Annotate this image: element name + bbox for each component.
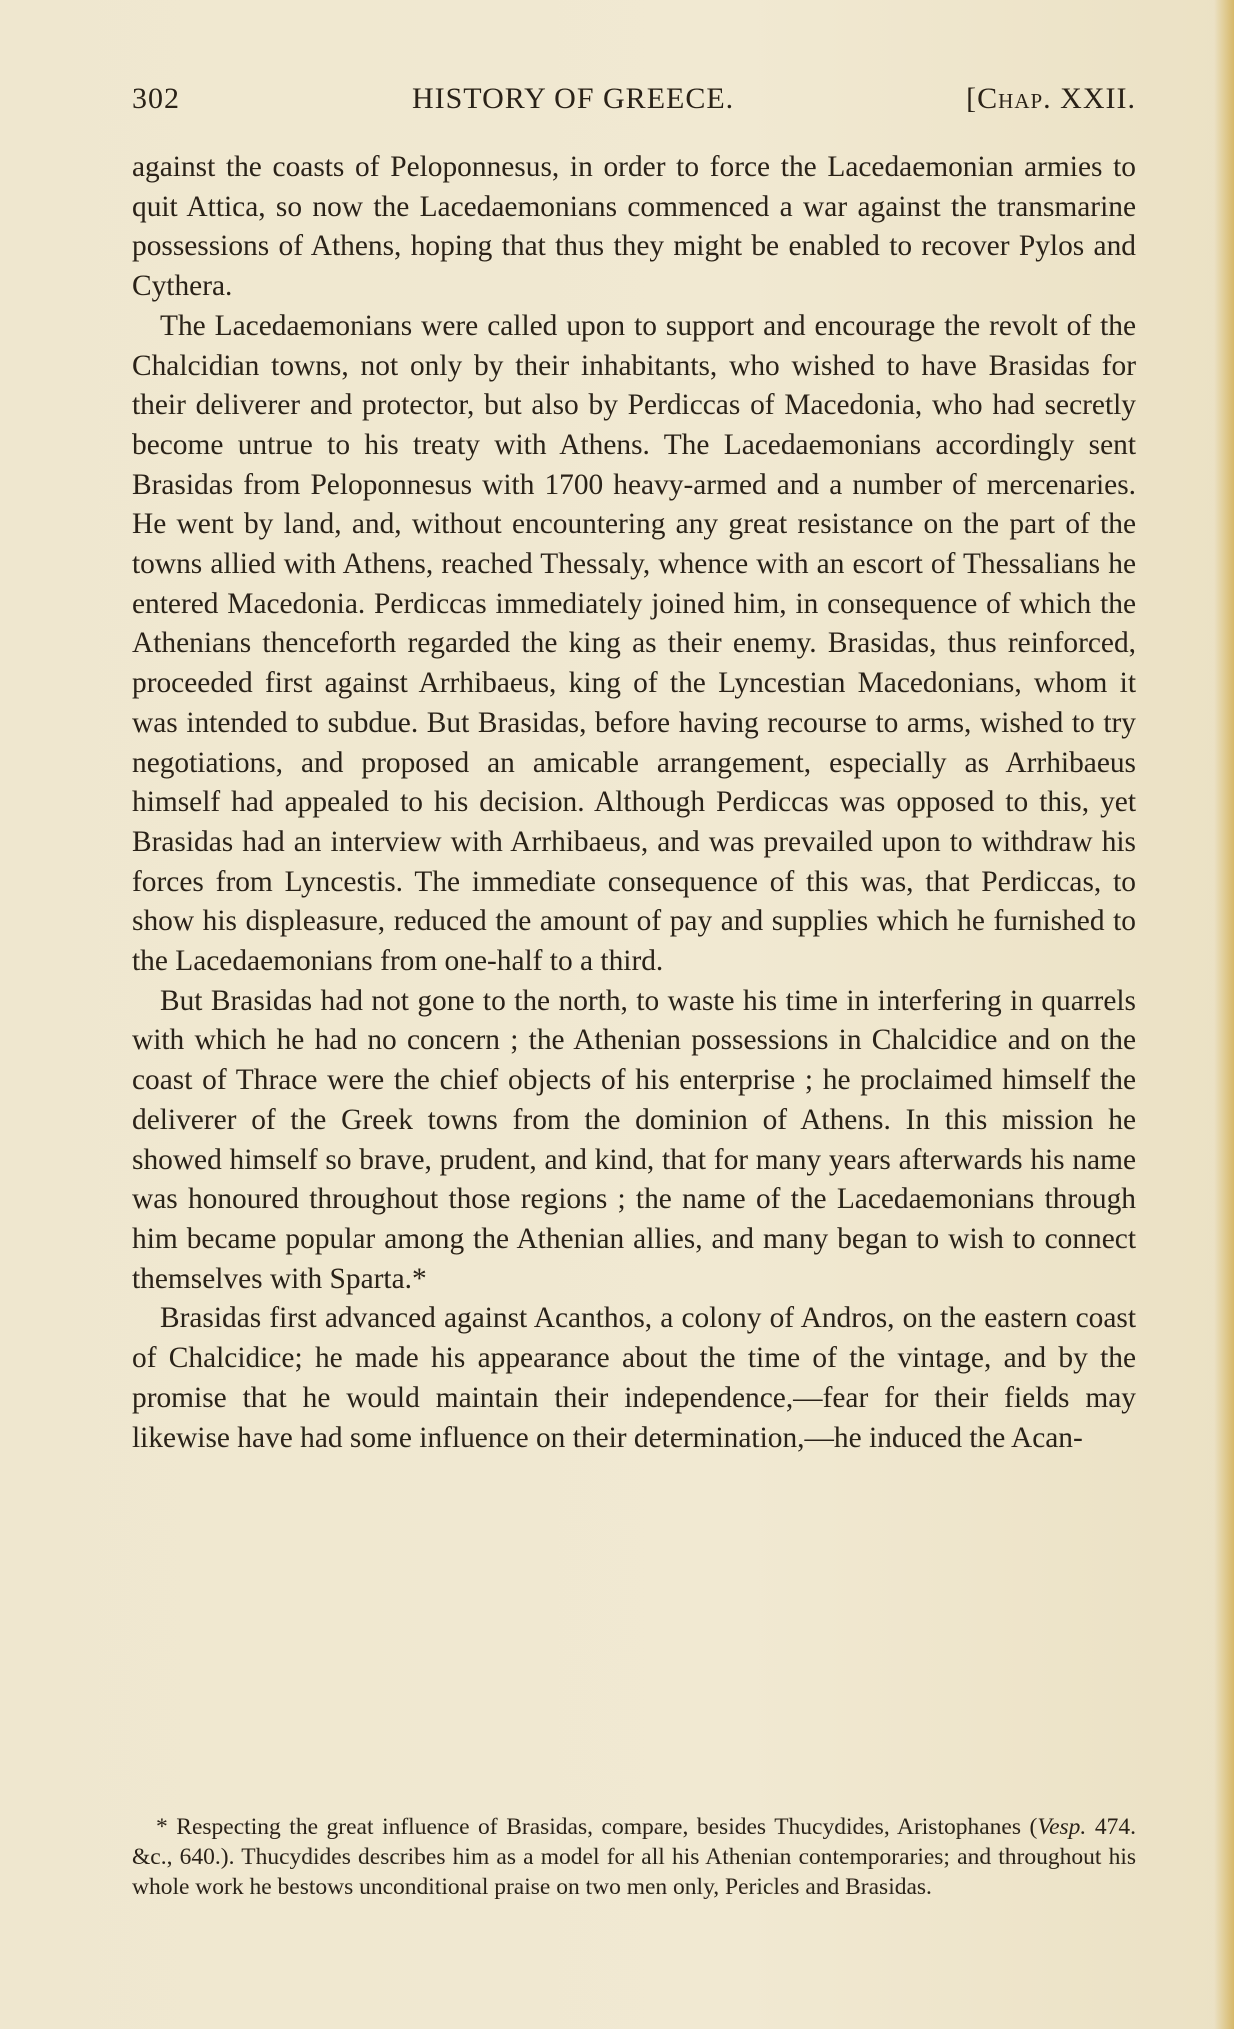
footnote xyxy=(132,1812,1136,1902)
body-text xyxy=(132,148,1136,1458)
running-title: HISTORY OF GREECE. xyxy=(411,82,735,115)
paragraph-3: But Brasidas had not gone to the north, to waste his time in interfering in quarrels with which he had no concern ; the Athenian possessions in Chalcidice and on the coast of Thrace were the chief objects of his enterprise ; he proclaimed himself the deliverer of the Greek towns from the dominion of Athens. In this mission he showed himself so brave, prudent, and kind, that for many years afterwards his name was honoured throughout those regions ; the name of the Lacedaemonians through him became popular among the Athenian allies, and many began to wish to connect themselves with Sparta.* xyxy=(132,984,1136,1295)
footnote-part-2: 474. &c., 640.). Thucydides describes him as a model for all his Athenian contemporaries; and throughout his whole work he bestows unconditional praise on two men only, Pericles and Brasidas. xyxy=(132,1814,1136,1900)
running-header xyxy=(132,82,1136,126)
page-edge xyxy=(1214,0,1234,2029)
paragraph-2: The Lacedaemonians were called upon to support and encourage the revolt of the Chalcidian towns, not only by their inhabitants, who wished to have Brasidas for their deliverer and protector, but also by Perdiccas of Macedonia, who had secretly become untrue to his treaty with Athens. The Lacedaemonians accordingly sent Brasidas from Peloponnesus with 1700 heavy-armed and a number of mercenaries. He went by land, and, without encountering any great resistance on the part of the towns allied with Athens, reached Thessaly, whence with an escort of Thessalians he entered Macedonia. Perdiccas immediately joined him, in consequence of which the Athenians thenceforth regarded the king as their enemy. Brasidas, thus reinforced, proceeded first against Arrhibaeus, king of the Lyncestian Macedonians, whom it was intended to subdue. But Brasidas, before having recourse to arms, wished to try negotiations, and proposed an amicable arrangement, especially as Arrhibaeus himself had appealed to his decision. Although Perdiccas was opposed to this, yet Brasidas had an interview with Arrhibaeus, and was prevailed upon to withdraw his forces from Lyncestis. The immediate consequence of this was, that Perdiccas, to show his displeasure, reduced the amount of pay and supplies which he furnished to the Lacedaemonians from one-half to a third. xyxy=(132,309,1136,978)
paragraph-4: Brasidas first advanced against Acanthos, a colony of Andros, on the eastern coast of Chalcidice; he made his appearance about the time of the vintage, and by the promise that he would maintain their independence,—fear for their fields may likewise have had some influence on their determination,—he induced the Acan- xyxy=(132,1302,1136,1454)
paragraph-1: against the coasts of Peloponnesus, in order to force the Lacedaemonian armies to quit Attica, so now the Lacedaemonians commenced a war against the transmarine possessions of Athens, hoping that thus they might be enabled to recover Pylos and Cythera. xyxy=(132,151,1136,303)
footnote-text xyxy=(132,1812,1136,1902)
footnote-part-1: * Respecting the great influence of Brasidas, compare, besides Thucydides, Aristophanes ( xyxy=(156,1814,1038,1840)
chapter-label: [Chap. XXII. xyxy=(966,82,1136,115)
footnote-italic: Vesp. xyxy=(1037,1814,1087,1840)
page-number: 302 xyxy=(132,82,180,115)
